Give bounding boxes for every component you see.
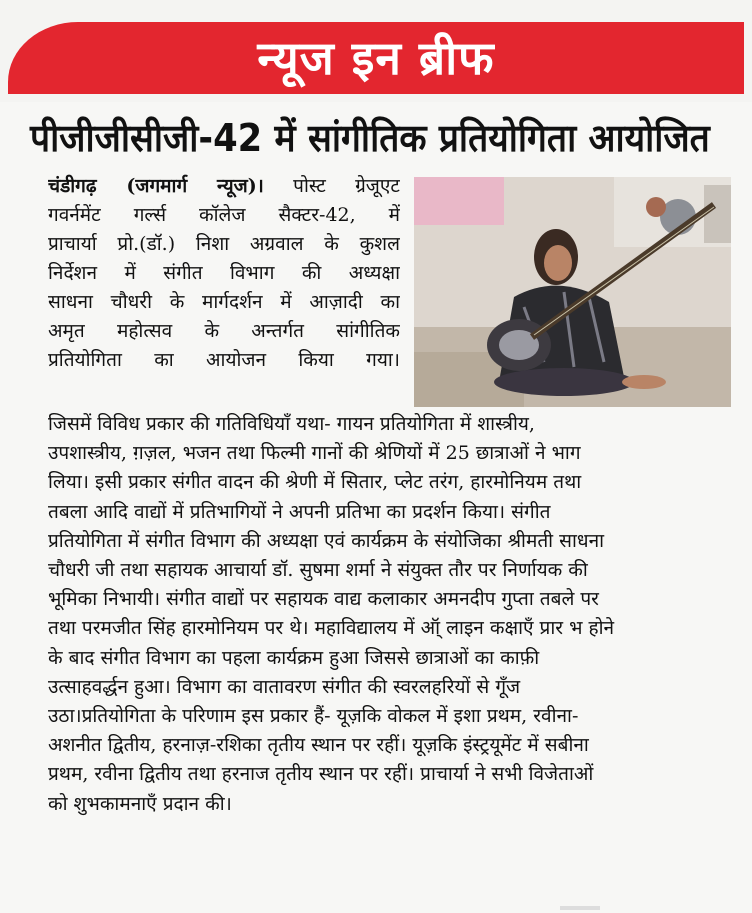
intro-line-6: अमृत महोत्सव के अन्तर्गत सांगीतिक xyxy=(48,320,400,342)
body-line: प्रथम, रवीना द्वितीय तथा हरनाज तृतीय स्थान पर रहीं। प्राचार्या ने सभी विजेताओं xyxy=(48,763,594,786)
intro-line-4: निर्देशन में संगीत विभाग की अध्यक्षा xyxy=(48,262,400,284)
body-line: उपशास्त्रीय, ग़ज़ल, भजन तथा फिल्मी गानों की श्रेणियों में 25 छात्राओं ने भाग xyxy=(48,442,581,465)
banner-title: न्यूज इन ब्रीफ xyxy=(257,31,495,85)
body-line: को शुभकामनाएँ प्रदान की। xyxy=(48,792,232,815)
body-line: के बाद संगीत विभाग का पहला कार्यक्रम हुआ जिससे छात्राओं का काफ़ी xyxy=(48,646,540,669)
article-photo xyxy=(414,177,731,407)
intro-line-5: साधना चौधरी के मार्गदर्शन में आज़ादी का xyxy=(48,291,400,313)
body-line: तबला आदि वाद्यों में प्रतिभागियों ने अपनी प्रतिभा का प्रदर्शन किया। संगीत xyxy=(48,500,551,523)
intro-line-3: प्राचार्या प्रो.(डॉ.) निशा अग्रवाल के कुशल xyxy=(48,233,400,255)
page-edge-mark xyxy=(560,906,600,910)
body-line: चौधरी जी तथा सहायक आचार्या डॉ. सुषमा शर्मा ने संयुक्त तौर पर निर्णायक की xyxy=(48,559,588,582)
news-banner xyxy=(0,0,752,102)
body-line: प्रतियोगिता में संगीत विभाग की अध्यक्षा एवं कार्यक्रम के संयोजिका श्रीमती साधना xyxy=(48,529,605,552)
intro-line-7: प्रतियोगिता का आयोजन किया गया। xyxy=(48,349,400,371)
article-body xyxy=(48,410,732,819)
body-line: उठा।प्रतियोगिता के परिणाम इस प्रकार हैं- यूज़कि वोकल में इशा प्रथम, रवीना- xyxy=(48,705,579,728)
body-line: अशनीत द्वितीय, हरनाज़-रशिका तृतीय स्थान पर रहीं। यूज़कि इंस्ट्रयूमेंट में सबीना xyxy=(48,734,589,757)
sitar-player-photo xyxy=(414,177,731,407)
body-line: भूमिका निभायी। संगीत वाद्यों पर सहायक वाद्य कलाकार अमनदीप गुप्ता तबले पर xyxy=(48,588,599,611)
body-line: तथा परमजीत सिंह हारमोनियम पर थे। महाविद्यालय में ऑ् लाइन कक्षाएँ प्रार भ होने xyxy=(48,617,615,640)
headline: पीजीजीसीजी-42 में सांगीतिक प्रतियोगिता आयोजित xyxy=(30,116,710,160)
place-dateline: चंडीगढ़ (जगमार्ग न्यूज)। xyxy=(48,175,264,197)
intro-line-2: गवर्नमेंट गर्ल्स कॉलेज सैक्टर-42, में xyxy=(48,204,400,226)
body-line: जिसमें विविध प्रकार की गतिविधियाँ यथा- गायन प्रतियोगिता में शास्त्रीय, xyxy=(48,413,535,435)
body-line: लिया। इसी प्रकार संगीत वादन की श्रेणी में सितार, प्लेट तरंग, हारमोनियम तथा xyxy=(48,471,582,494)
intro-line-1-text: पोस्ट ग्रेजूएट xyxy=(293,175,400,197)
article-intro-column xyxy=(48,172,400,375)
body-line: उत्साहवर्द्धन हुआ। विभाग का वातावरण संगीत की स्वरलहरियों से गूँज xyxy=(48,675,521,698)
intro-line-1 xyxy=(48,172,400,201)
